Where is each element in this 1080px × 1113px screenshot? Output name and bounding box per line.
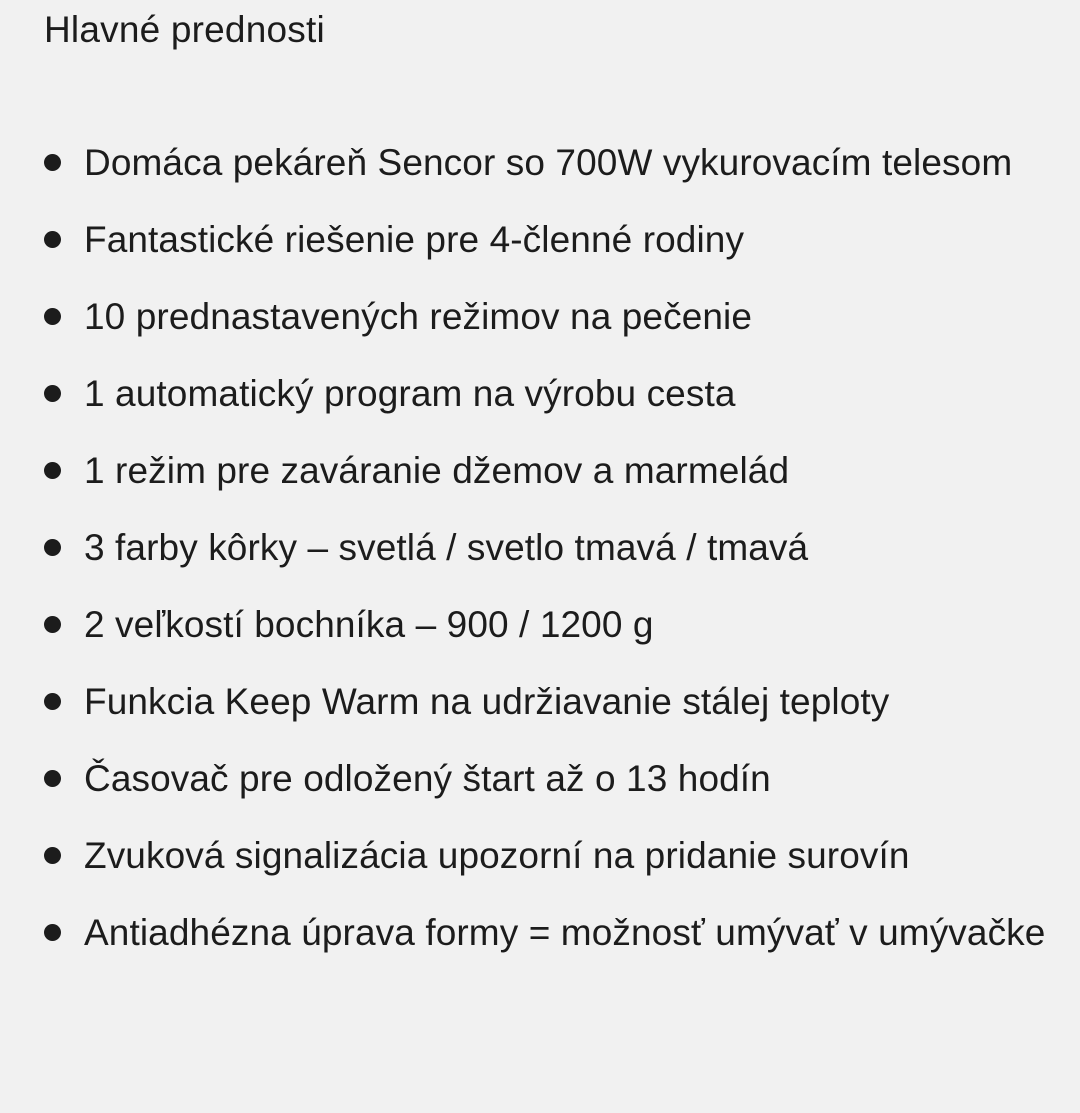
features-list <box>0 134 1080 981</box>
feature-item <box>0 596 1080 654</box>
bullet-icon <box>44 924 61 941</box>
feature-item <box>0 134 1080 192</box>
feature-item <box>0 519 1080 577</box>
section-heading: Hlavné prednosti <box>44 9 325 50</box>
feature-item <box>0 288 1080 346</box>
feature-text: Antiadhézna úprava formy = možnosť umývať v umývačke <box>84 912 1046 953</box>
feature-item <box>0 827 1080 885</box>
bullet-icon <box>44 693 61 710</box>
feature-item <box>0 365 1080 423</box>
bullet-icon <box>44 616 61 633</box>
feature-text: 2 veľkostí bochníka – 900 / 1200 g <box>84 604 654 645</box>
feature-item <box>0 442 1080 500</box>
bullet-icon <box>44 847 61 864</box>
feature-item <box>0 904 1080 962</box>
feature-text: 1 automatický program na výrobu cesta <box>84 373 736 414</box>
feature-text: 1 režim pre zaváranie džemov a marmelád <box>84 450 790 491</box>
feature-text: Domáca pekáreň Sencor so 700W vykurovacím telesom <box>84 142 1013 183</box>
bullet-icon <box>44 231 61 248</box>
feature-text: 10 prednastavených režimov na pečenie <box>84 296 753 337</box>
feature-text: Zvuková signalizácia upozorní na pridanie surovín <box>84 835 910 876</box>
feature-item <box>0 750 1080 808</box>
feature-text: Časovač pre odložený štart až o 13 hodín <box>84 758 771 799</box>
feature-text: Funkcia Keep Warm na udržiavanie stálej teploty <box>84 681 890 722</box>
feature-item <box>0 673 1080 731</box>
bullet-icon <box>44 385 61 402</box>
feature-text: Fantastické riešenie pre 4-členné rodiny <box>84 219 745 260</box>
bullet-icon <box>44 154 61 171</box>
bullet-icon <box>44 770 61 787</box>
bullet-icon <box>44 462 61 479</box>
bullet-icon <box>44 539 61 556</box>
bullet-icon <box>44 308 61 325</box>
feature-item <box>0 211 1080 269</box>
feature-text: 3 farby kôrky – svetlá / svetlo tmavá / tmavá <box>84 527 809 568</box>
